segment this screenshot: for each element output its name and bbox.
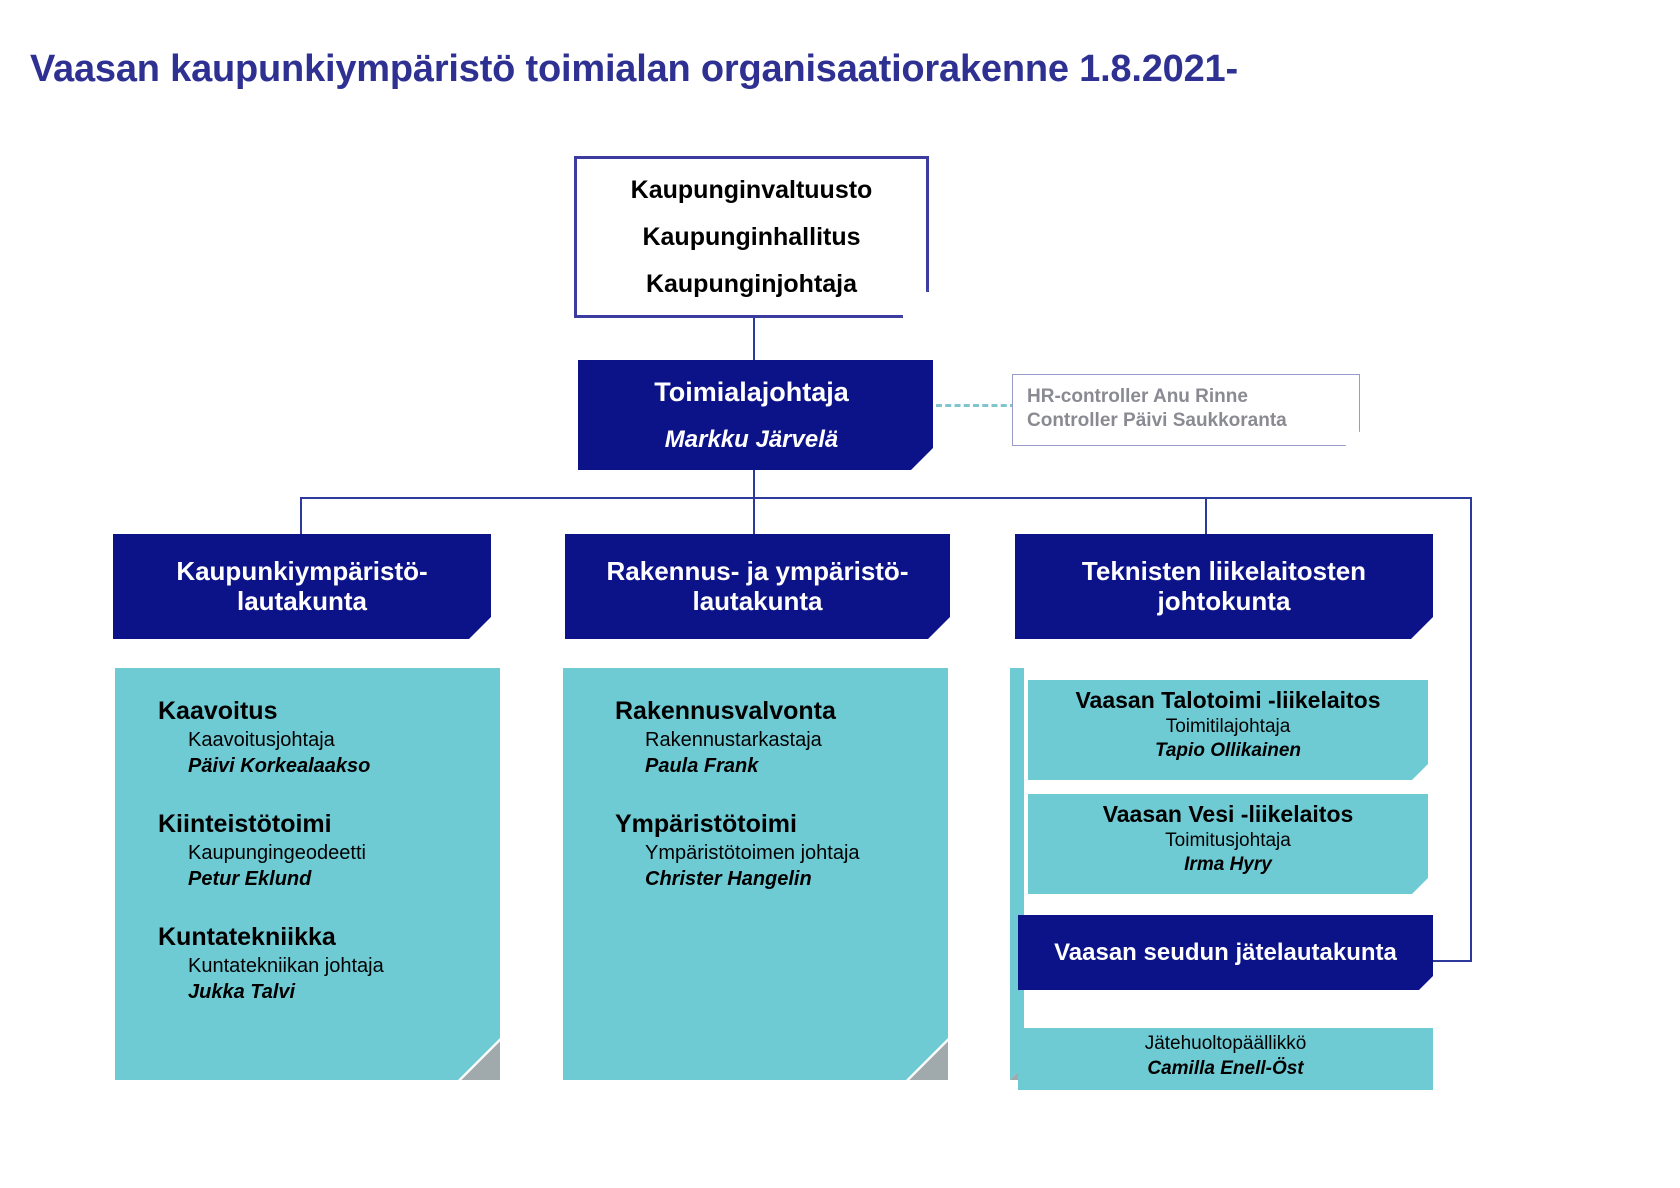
unit-ymparistotoimi-person: Christer Hangelin <box>645 867 812 890</box>
city-governance-lines <box>577 159 926 315</box>
lautakunta-header-2 <box>565 534 950 639</box>
card-talotoimi-role: Toimitilajohtaja <box>1165 715 1291 737</box>
division-director-content <box>578 360 933 470</box>
connector-director-down <box>753 470 755 498</box>
connector-waste-board-entry <box>1432 960 1472 962</box>
unit-ymparistotoimi <box>615 809 860 892</box>
unit-kaavoitus-role: Kaavoitusjohtaja <box>188 728 335 751</box>
lautakunta-header-3-line1: Teknisten liikelaitosten <box>1081 555 1367 586</box>
connector-branch-to-waste-board <box>1470 497 1472 962</box>
lautakunta-header-2-line1: Rakennus- ja ympäristö- <box>606 555 909 586</box>
connector-horizontal-bus <box>300 497 1472 499</box>
unit-kiinteistotoimi-role: Kaupungingeodeetti <box>188 841 366 864</box>
card-vesi-person: Irma Hyry <box>1184 854 1272 876</box>
lautakunta-header-2-title <box>565 534 950 639</box>
governance-line-1: Kaupunginvaltuusto <box>630 175 873 204</box>
governance-line-2: Kaupunginhallitus <box>642 222 861 251</box>
unit-kaavoitus <box>158 696 370 779</box>
unit-kaavoitus-person: Päivi Korkealaakso <box>188 754 371 777</box>
connector-drop-column-2 <box>753 497 755 534</box>
unit-ymparistotoimi-role: Ympäristötoimen johtaja <box>645 841 860 864</box>
page-fold-corner-icon <box>1412 764 1428 780</box>
card-talotoimi-person: Tapio Ollikainen <box>1154 740 1302 762</box>
card-vesi-role: Toimitusjohtaja <box>1165 829 1291 851</box>
division-director-box <box>578 360 933 470</box>
unit-rakennusvalvonta-name: Rakennusvalvonta <box>615 697 836 725</box>
advisor-line-1: HR-controller Anu Rinne <box>1027 386 1248 407</box>
unit-kuntatekniikka-name: Kuntatekniikka <box>158 923 336 951</box>
card-talotoimi-name: Vaasan Talotoimi -liikelaitos <box>1075 687 1381 713</box>
card-talotoimi <box>1028 680 1428 780</box>
waste-board-staff-content <box>1018 1028 1433 1081</box>
connector-topbox-to-director <box>753 318 755 360</box>
unit-ymparistotoimi-name: Ympäristötoimi <box>615 810 797 838</box>
lautakunta-header-1-line1: Kaupunkiympäristö- <box>176 555 428 586</box>
lautakunta-header-1-line2: lautakunta <box>236 585 368 616</box>
city-governance-box <box>574 156 929 318</box>
lautakunta-header-1 <box>113 534 491 639</box>
connector-drop-column-1 <box>300 497 302 534</box>
unit-rakennusvalvonta-person: Paula Frank <box>645 754 759 777</box>
unit-kiinteistotoimi-person: Petur Eklund <box>188 867 312 890</box>
lautakunta-header-3-line2: johtokunta <box>1157 585 1291 616</box>
waste-board-role: Jätehuoltopäällikkö <box>1144 1033 1307 1054</box>
unit-kuntatekniikka-role: Kuntatekniikan johtaja <box>188 954 384 977</box>
waste-board-person: Camilla Enell-Öst <box>1147 1057 1304 1079</box>
unit-kuntatekniikka <box>158 922 384 1005</box>
card-talotoimi-content <box>1028 680 1428 764</box>
division-director-name: Markku Järvelä <box>664 425 839 453</box>
unit-rakennusvalvonta <box>615 696 836 779</box>
lautakunta-header-2-line2: lautakunta <box>692 585 823 616</box>
card-vesi-content <box>1028 794 1428 878</box>
lautakunta-panel-1 <box>115 668 500 1080</box>
governance-line-3: Kaupunginjohtaja <box>645 269 858 298</box>
unit-kiinteistotoimi <box>158 809 366 892</box>
advisors-text <box>1013 375 1359 434</box>
division-director-role: Toimialajohtaja <box>654 376 849 407</box>
lautakunta-panel-2 <box>563 668 948 1080</box>
lautakunta-header-3-title <box>1015 534 1433 639</box>
waste-board-header <box>1018 915 1433 990</box>
waste-board-title: Vaasan seudun jätelautakunta <box>1054 938 1397 966</box>
unit-rakennusvalvonta-role: Rakennustarkastaja <box>645 728 822 751</box>
advisor-dashed-connector <box>936 404 1016 407</box>
lautakunta-header-1-title <box>113 534 491 639</box>
page-title: Vaasan kaupunkiympäristö toimialan organisaatiorakenne 1.8.2021- <box>30 48 1238 90</box>
advisor-line-2: Controller Päivi Saukkoranta <box>1027 410 1287 432</box>
page-fold-corner-icon <box>906 1038 948 1080</box>
column-3-spine <box>1010 668 1024 1080</box>
page-fold-corner-icon <box>1412 878 1428 894</box>
unit-kiinteistotoimi-name: Kiinteistötoimi <box>158 810 332 838</box>
advisors-note-box <box>1012 374 1360 446</box>
connector-drop-column-3 <box>1205 497 1207 534</box>
lautakunta-header-3 <box>1015 534 1433 639</box>
unit-kuntatekniikka-person: Jukka Talvi <box>188 980 296 1003</box>
waste-board-staff-card <box>1018 1028 1433 1090</box>
card-vesi <box>1028 794 1428 894</box>
card-vesi-name: Vaasan Vesi -liikelaitos <box>1102 801 1354 827</box>
page-fold-corner-icon <box>458 1038 500 1080</box>
unit-kaavoitus-name: Kaavoitus <box>158 697 278 725</box>
